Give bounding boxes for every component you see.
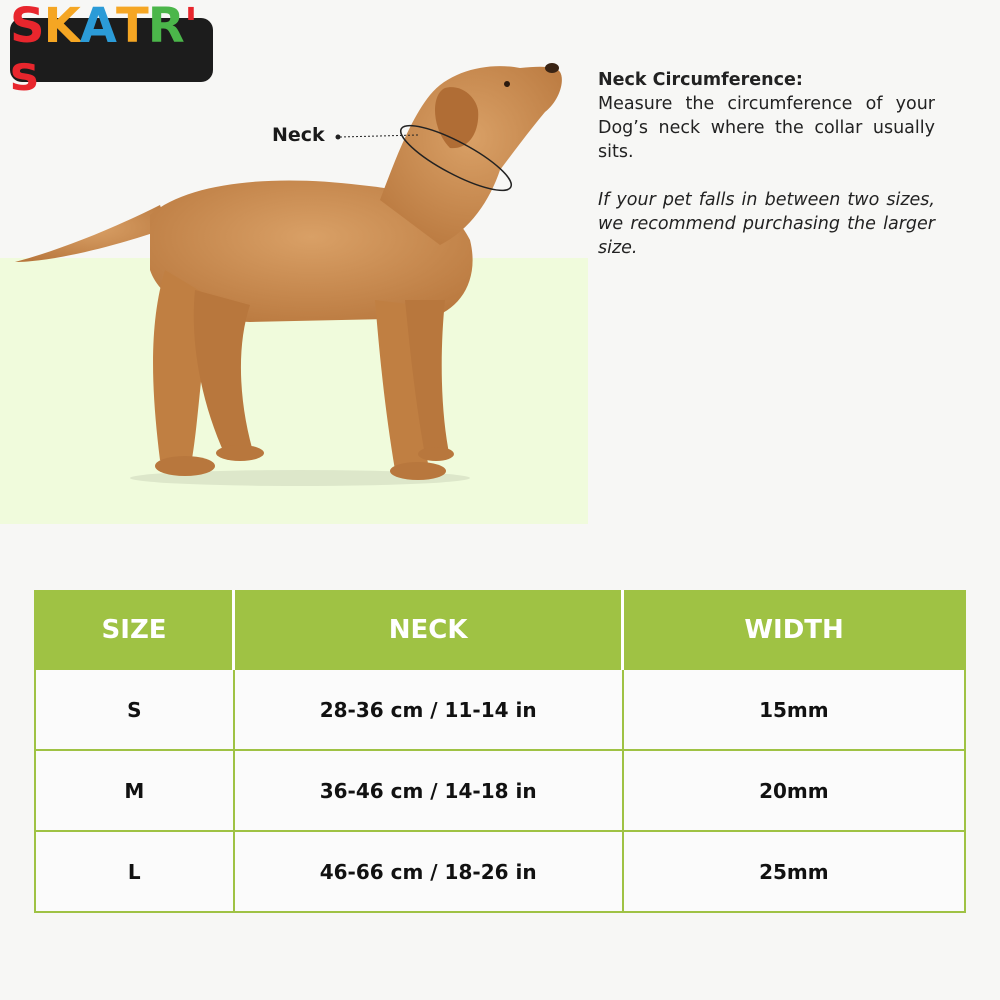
cell-neck: 46-66 cm / 18-26 in <box>234 831 623 912</box>
table-header-row <box>35 591 965 669</box>
logo-letter: s <box>10 46 38 102</box>
logo-letter: S <box>10 0 44 54</box>
logo-letter: R <box>147 0 184 54</box>
dog-illustration <box>0 55 590 495</box>
sizing-note: If your pet falls in between two sizes, we recommend purchasing the larger size. <box>598 190 935 258</box>
instructions-body: Measure the circumference of your Dog’s neck where the collar usually sits. <box>598 94 935 162</box>
size-chart-table <box>34 590 966 913</box>
header-width: WIDTH <box>623 591 965 669</box>
logo-letter: ' <box>183 0 198 54</box>
neck-label: Neck <box>272 124 325 146</box>
cell-width: 25mm <box>623 831 965 912</box>
measurement-instructions <box>598 68 935 260</box>
cell-size: S <box>35 669 234 750</box>
header-size: SIZE <box>35 591 234 669</box>
cell-width: 20mm <box>623 750 965 831</box>
instructions-title: Neck Circumference: <box>598 70 803 90</box>
logo-letter: T <box>115 0 148 54</box>
header-neck: NECK <box>234 591 623 669</box>
cell-neck: 28-36 cm / 11-14 in <box>234 669 623 750</box>
watermark <box>120 540 202 564</box>
logo-letter: A <box>79 0 116 54</box>
logo-letter: K <box>43 0 80 54</box>
cell-size: M <box>35 750 234 831</box>
table-row <box>35 750 965 831</box>
cell-size: L <box>35 831 234 912</box>
cell-width: 15mm <box>623 669 965 750</box>
table-row <box>35 831 965 912</box>
cell-neck: 36-46 cm / 14-18 in <box>234 750 623 831</box>
table-row <box>35 669 965 750</box>
